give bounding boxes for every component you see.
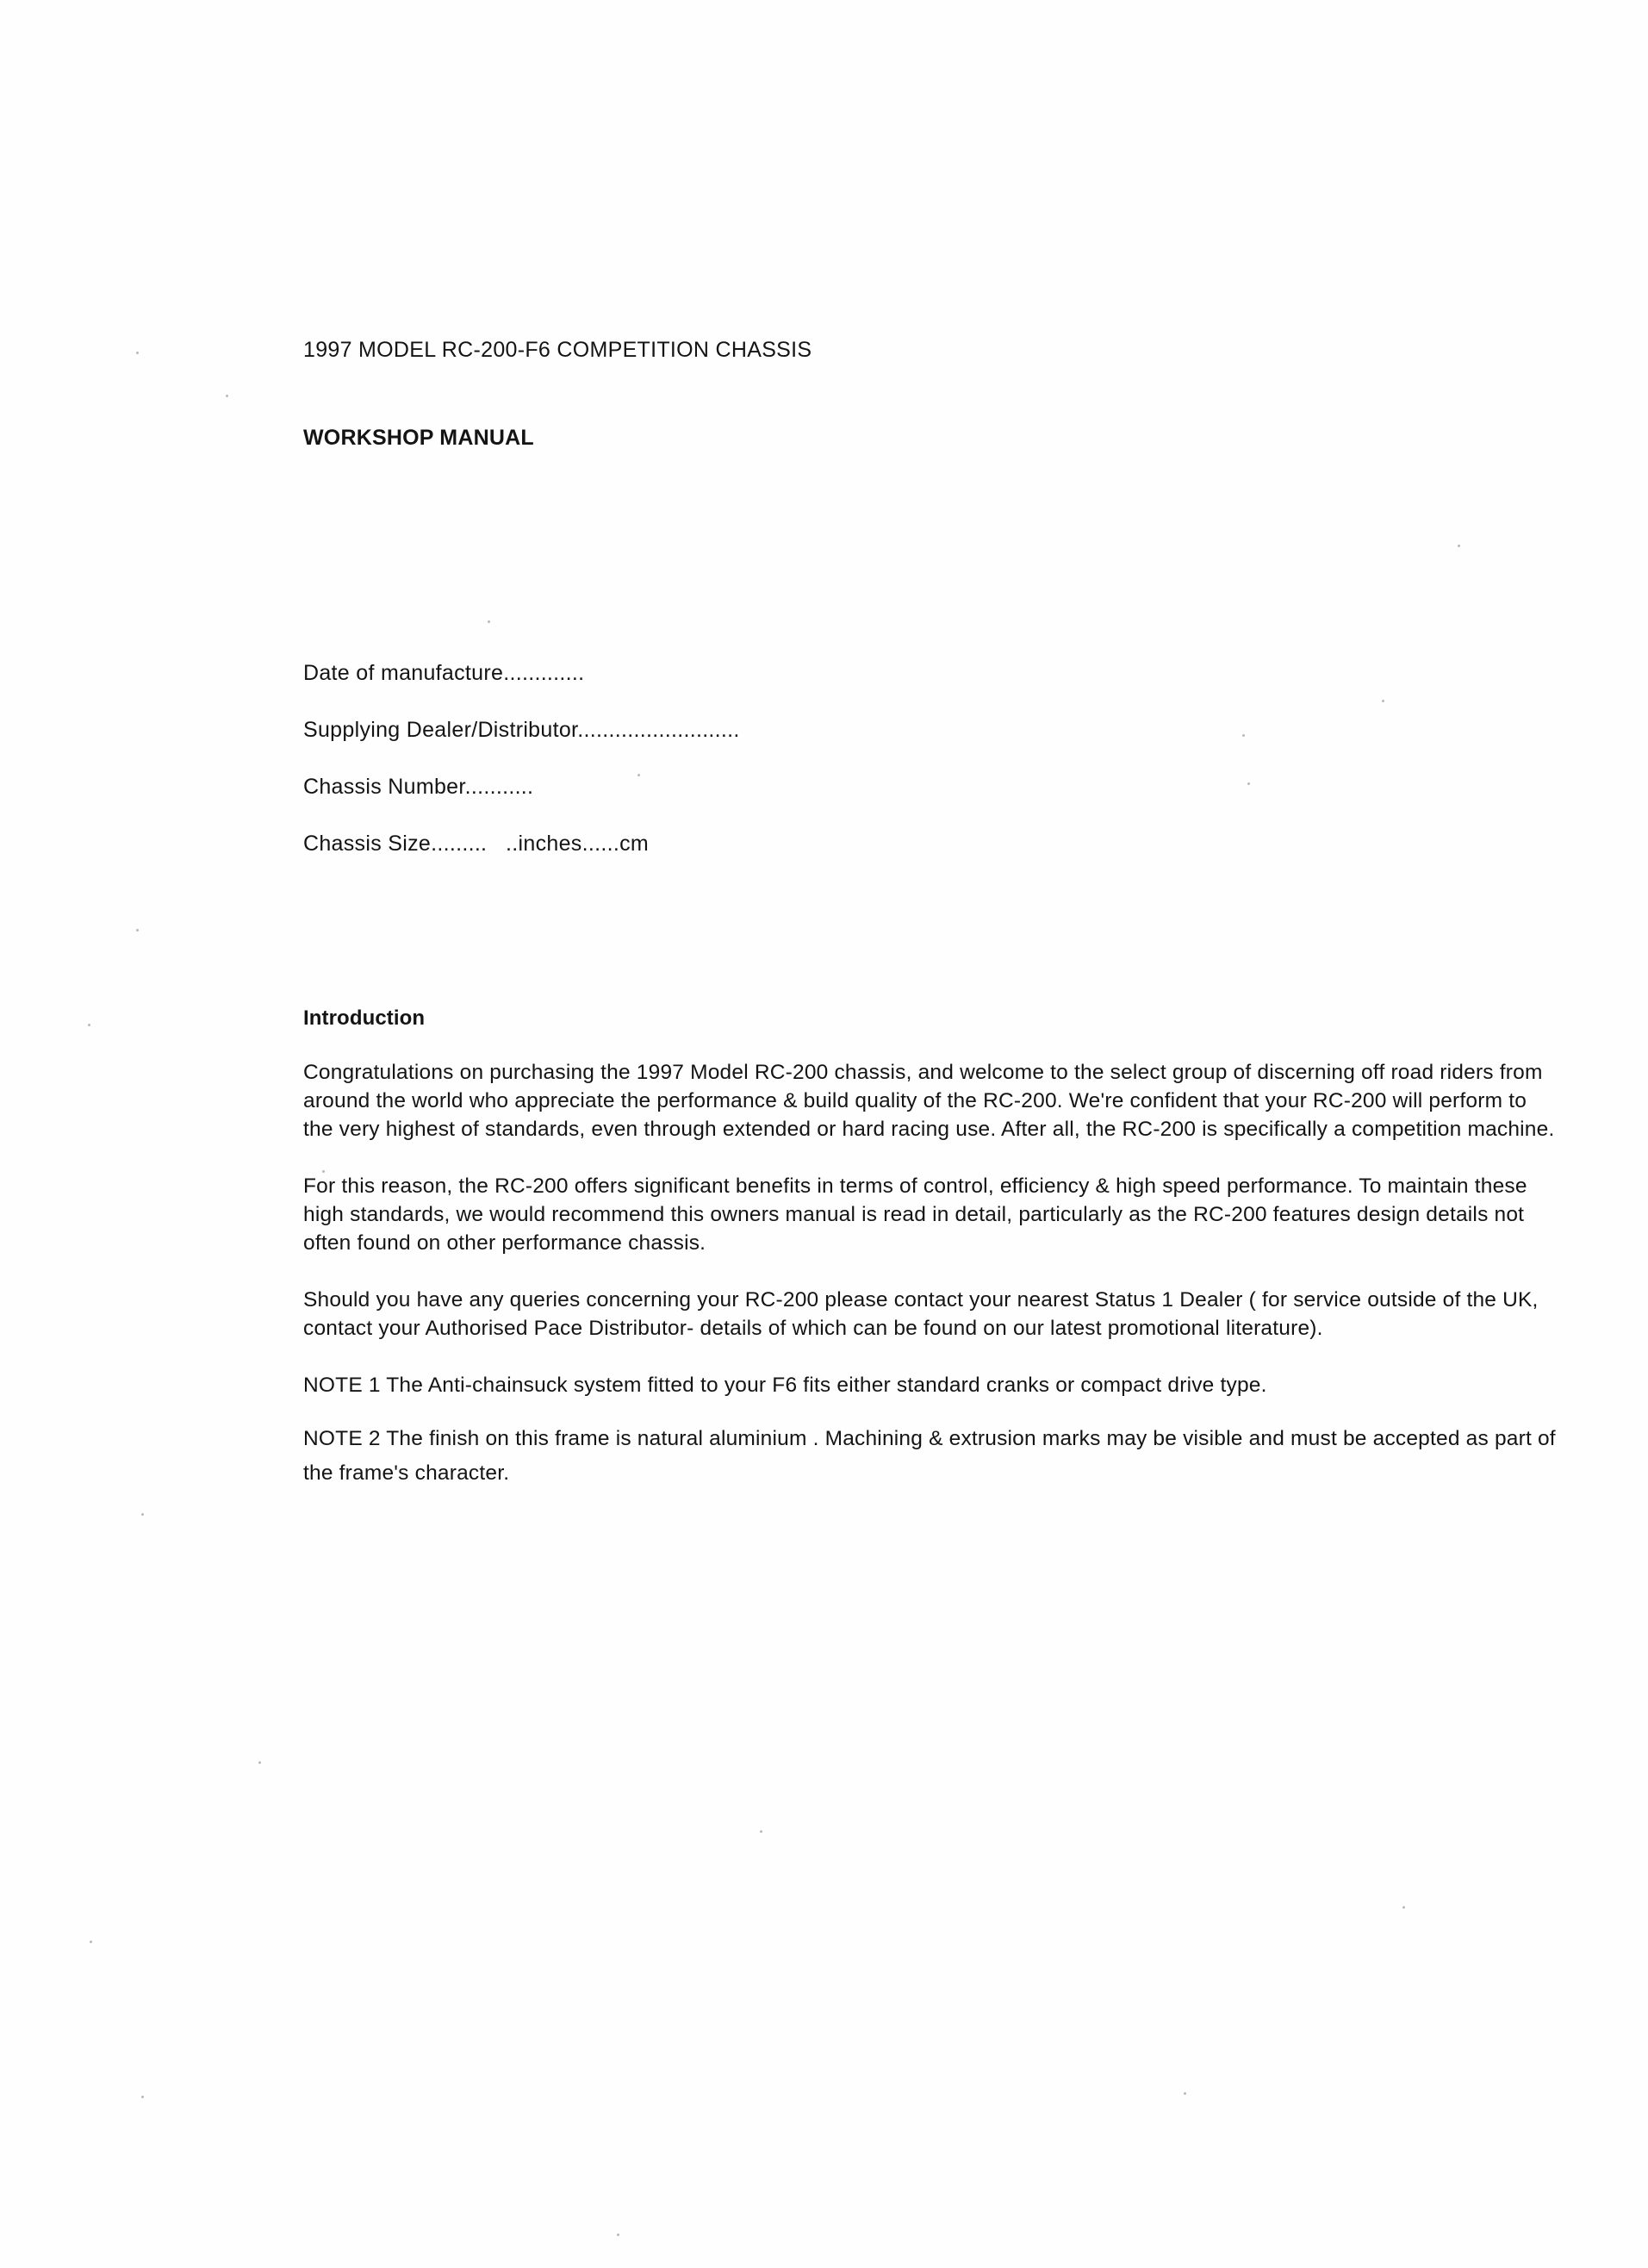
introduction-heading: Introduction [303, 1006, 426, 1030]
scan-speck [1242, 734, 1245, 737]
scan-speck [136, 352, 139, 354]
scan-speck [1184, 2092, 1186, 2095]
note-1: NOTE 1 The Anti-chainsuck system fitted to your F6 fits either standard cranks or compact drive type. [303, 1374, 1267, 1397]
document-subtitle: WORKSHOP MANUAL [303, 426, 534, 450]
scan-speck [617, 2234, 619, 2236]
introduction-body [303, 1058, 1561, 1517]
paragraph-queries: Should you have any queries concerning your RC-200 please contact your nearest Status 1 Dealer ( for service outside of the UK, contact your Authorised Pace Distributor- details of which can be found on our latest promotional literature). [303, 1288, 1539, 1340]
scan-speck [141, 1513, 144, 1516]
scan-speck [1382, 700, 1384, 702]
field-supplying-dealer: Supplying Dealer/Distributor.......................... [303, 718, 740, 742]
scan-speck [90, 1941, 92, 1943]
note-2: NOTE 2 The finish on this frame is natural aluminium . Machining & extrusion marks may be visible and must be accepted as part of the frame's character. [303, 1427, 1556, 1485]
scan-speck [88, 1024, 90, 1026]
scan-speck [1247, 782, 1250, 785]
paragraph-benefits: For this reason, the RC-200 offers significant benefits in terms of control, efficiency & high speed performance. To maintain these high standards, we would recommend this owners manual is read in detail, particularly as the RC-200 features design details not often found on other performance chassis. [303, 1174, 1527, 1255]
scan-speck [226, 395, 228, 397]
field-date-of-manufacture: Date of manufacture............. [303, 661, 585, 685]
form-fields [303, 658, 1079, 886]
field-chassis-size: Chassis Size......... ..inches......cm [303, 832, 650, 856]
scan-speck [1458, 545, 1460, 547]
paragraph-congratulations: Congratulations on purchasing the 1997 Model RC-200 chassis, and welcome to the select group of discerning off road riders from around the world who appreciate the performance & build quality of the RC-200. We're confident that your RC-200 will perform to the very highest of standards, even through extended or hard racing use. After all, the RC-200 is specifically a competition machine. [303, 1061, 1555, 1141]
scan-speck [136, 929, 139, 932]
scan-speck [637, 774, 640, 776]
scan-speck [322, 1170, 325, 1173]
scan-speck [258, 1761, 261, 1764]
scan-speck [141, 2096, 144, 2098]
field-chassis-number: Chassis Number........... [303, 775, 534, 799]
scan-speck [488, 620, 490, 623]
scan-speck [1402, 1906, 1405, 1909]
scan-speck [760, 1830, 762, 1833]
document-title: 1997 MODEL RC-200-F6 COMPETITION CHASSIS [303, 338, 812, 362]
